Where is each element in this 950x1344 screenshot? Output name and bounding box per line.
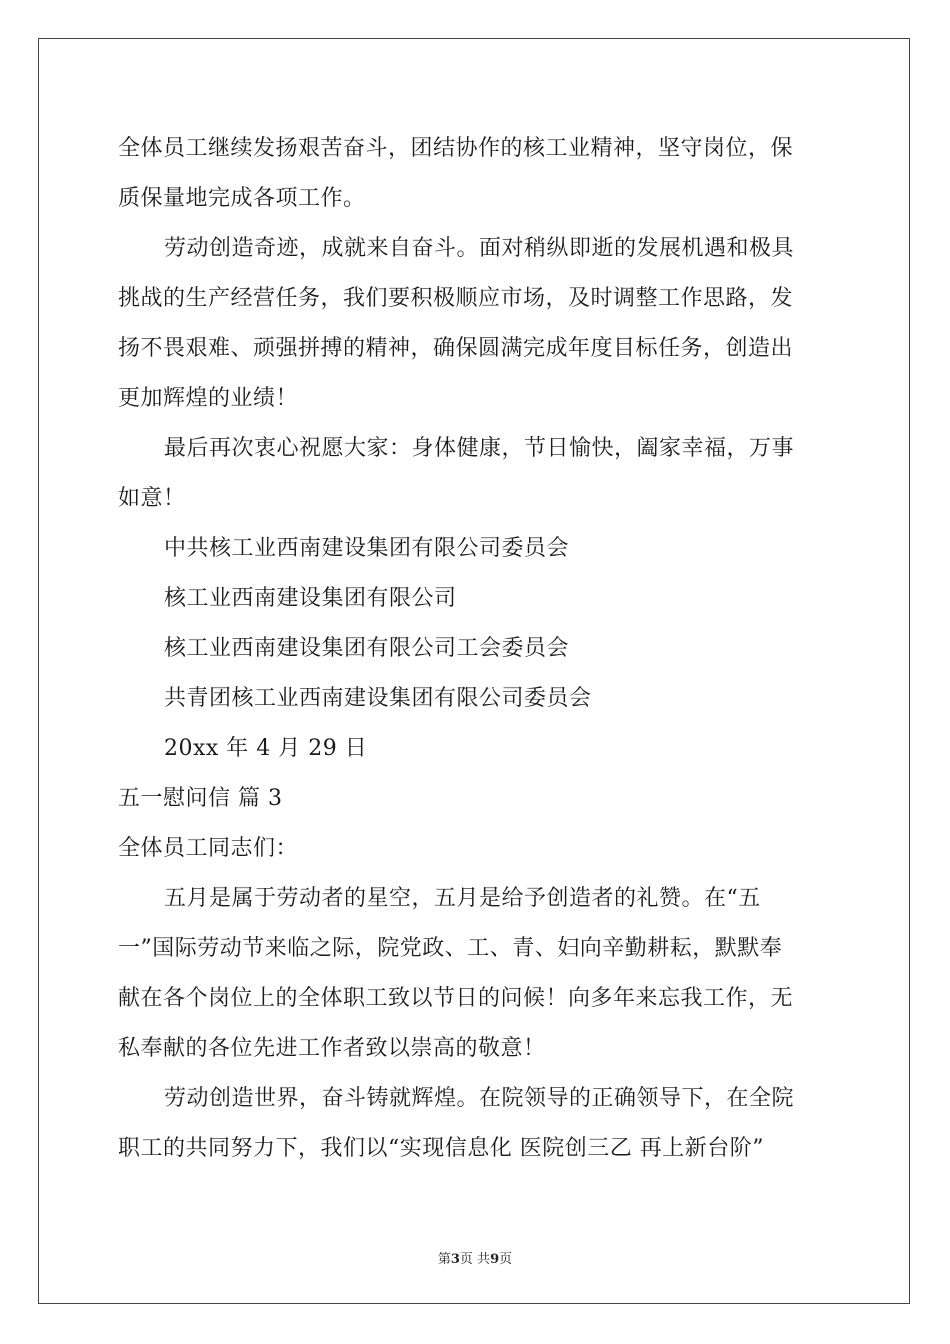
body-text-line: 私奉献的各位先进工作者致以崇高的敬意！ (118, 1036, 546, 1061)
signature-date: 20xx 年 4 月 29 日 (164, 736, 368, 761)
body-text-line: 一”国际劳动节来临之际，院党政、工、青、妇向辛勤耕耘，默默奉 (118, 936, 783, 961)
page-border (38, 38, 910, 1304)
footer-suffix: 页 (499, 1252, 513, 1267)
body-text-line: 全体员工继续发扬艰苦奋斗，团结协作的核工业精神，坚守岗位，保 (118, 136, 794, 161)
paragraph-start-line: 五月是属于劳动者的星空，五月是给予创造者的礼赞。在“五 (164, 886, 761, 911)
section-heading: 五一慰问信 篇 3 (118, 786, 283, 811)
body-text-line: 职工的共同努力下，我们以“实现信息化 医院创三乙 再上新台阶” (118, 1136, 764, 1161)
body-text-line: 更加辉煌的业绩！ (118, 386, 299, 411)
salutation: 全体员工同志们： (118, 836, 299, 861)
paragraph-start-line: 劳动创造奇迹，成就来自奋斗。面对稍纵即逝的发展机遇和极具 (164, 236, 795, 261)
body-text-line: 扬不畏艰难、顽强拼搏的精神，确保圆满完成年度目标任务，创造出 (118, 336, 794, 361)
signature-org-line: 核工业西南建设集团有限公司 (164, 586, 457, 611)
footer-prefix: 第 (437, 1252, 451, 1267)
body-text-line: 如意！ (118, 486, 186, 511)
total-page-count: 9 (490, 1252, 500, 1267)
signature-org-line: 中共核工业西南建设集团有限公司委员会 (164, 536, 570, 561)
signature-org-line: 共青团核工业西南建设集团有限公司委员会 (164, 686, 592, 711)
body-text-line: 献在各个岗位上的全体职工致以节日的问候！向多年来忘我工作，无 (118, 986, 794, 1011)
signature-org-line: 核工业西南建设集团有限公司工会委员会 (164, 636, 570, 661)
current-page-number: 3 (450, 1252, 460, 1267)
paragraph-start-line: 劳动创造世界，奋斗铸就辉煌。在院领导的正确领导下，在全院 (164, 1086, 795, 1111)
page-footer (0, 1248, 950, 1267)
body-text-line: 挑战的生产经营任务，我们要积极顺应市场，及时调整工作思路，发 (118, 286, 794, 311)
paragraph-start-line: 最后再次衷心祝愿大家：身体健康，节日愉快，阖家幸福，万事 (164, 436, 795, 461)
footer-mid: 页 共 (459, 1252, 491, 1267)
body-text-line: 质保量地完成各项工作。 (118, 186, 366, 211)
